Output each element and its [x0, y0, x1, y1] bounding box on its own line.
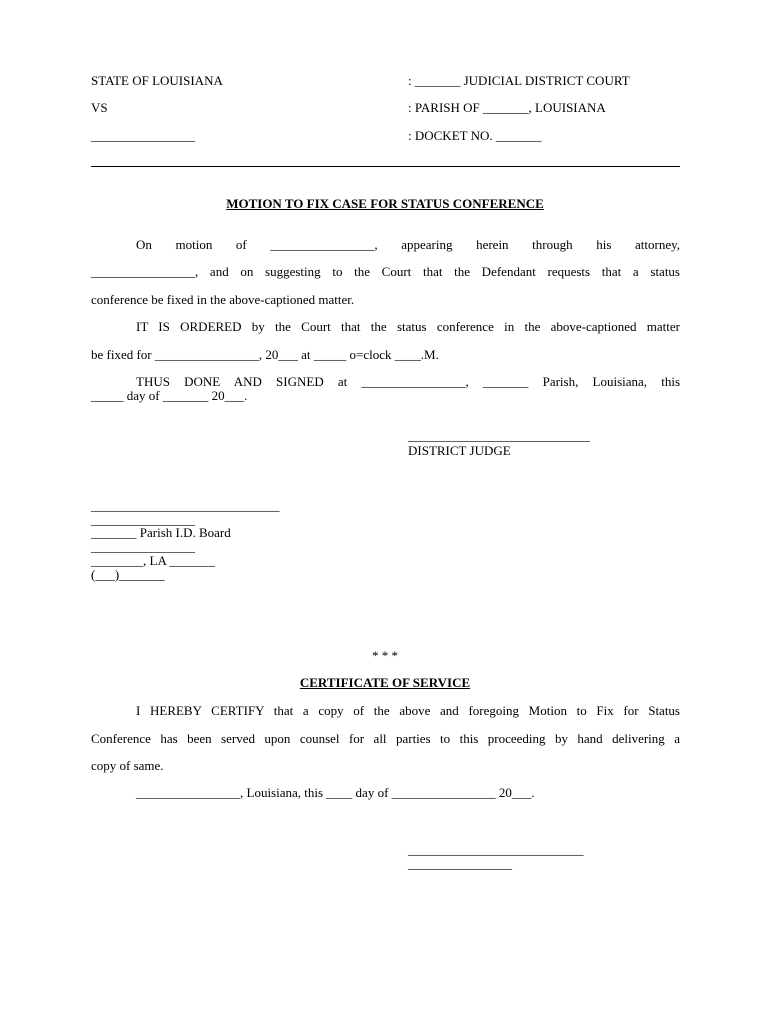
certificate-paragraph-1-line-1: I HEREBY CERTIFY that a copy of the above and foregoing Motion to Fix for Status: [136, 703, 680, 718]
motion-paragraph-2-line-2: be fixed for ________________, 20___ at _____ o=clock ____.M.: [91, 347, 439, 362]
motion-paragraph-1-line-1: On motion of ________________, appearing herein through his attorney,: [136, 237, 680, 252]
caption-vs: VS: [91, 100, 108, 115]
caption-court: : _______ JUDICIAL DISTRICT COURT: [408, 73, 630, 88]
motion-paragraph-1-line-3: conference be fixed in the above-captioned matter.: [91, 292, 355, 307]
judge-signature-line: ____________________________: [408, 428, 590, 443]
caption-party-blank: ________________: [91, 128, 195, 143]
certificate-title: CERTIFICATE OF SERVICE: [299, 675, 471, 690]
certificate-signature-line: ___________________________: [408, 842, 584, 857]
motion-title: MOTION TO FIX CASE FOR STATUS CONFERENCE: [226, 196, 544, 211]
certificate-name-blank: ________________: [408, 856, 512, 871]
judge-label: DISTRICT JUDGE: [408, 443, 511, 458]
counsel-phone: (___)_______: [91, 567, 165, 582]
counsel-board: _______ Parish I.D. Board: [91, 525, 231, 540]
certificate-paragraph-2: ________________, Louisiana, this ____ day of ________________ 20___.: [136, 785, 535, 800]
certificate-paragraph-1-line-2: Conference has been served upon counsel for all parties to this proceeding by hand delivering a: [91, 731, 680, 746]
certificate-paragraph-1-line-3: copy of same.: [91, 758, 164, 773]
motion-paragraph-3-line-2: _____ day of _______ 20___.: [91, 388, 248, 403]
caption-divider: [91, 166, 680, 167]
motion-paragraph-3-line-1: THUS DONE AND SIGNED at ________________, _______ Parish, Louisiana, this: [136, 374, 680, 389]
caption-parish: : PARISH OF _______, LOUISIANA: [408, 100, 606, 115]
counsel-name-blank: ________________: [91, 512, 195, 527]
section-separator: * * *: [372, 648, 398, 663]
motion-paragraph-2-line-1: IT IS ORDERED by the Court that the status conference in the above-captioned matter: [136, 319, 680, 334]
counsel-signature-line: _____________________________: [91, 498, 280, 513]
caption-docket: : DOCKET NO. _______: [408, 128, 542, 143]
counsel-city-state: ________, LA _______: [91, 553, 215, 568]
motion-paragraph-1-line-2: ________________, and on suggesting to the Court that the Defendant requests that a status: [91, 264, 680, 279]
counsel-address-blank: ________________: [91, 539, 195, 554]
caption-state: STATE OF LOUISIANA: [91, 73, 223, 88]
